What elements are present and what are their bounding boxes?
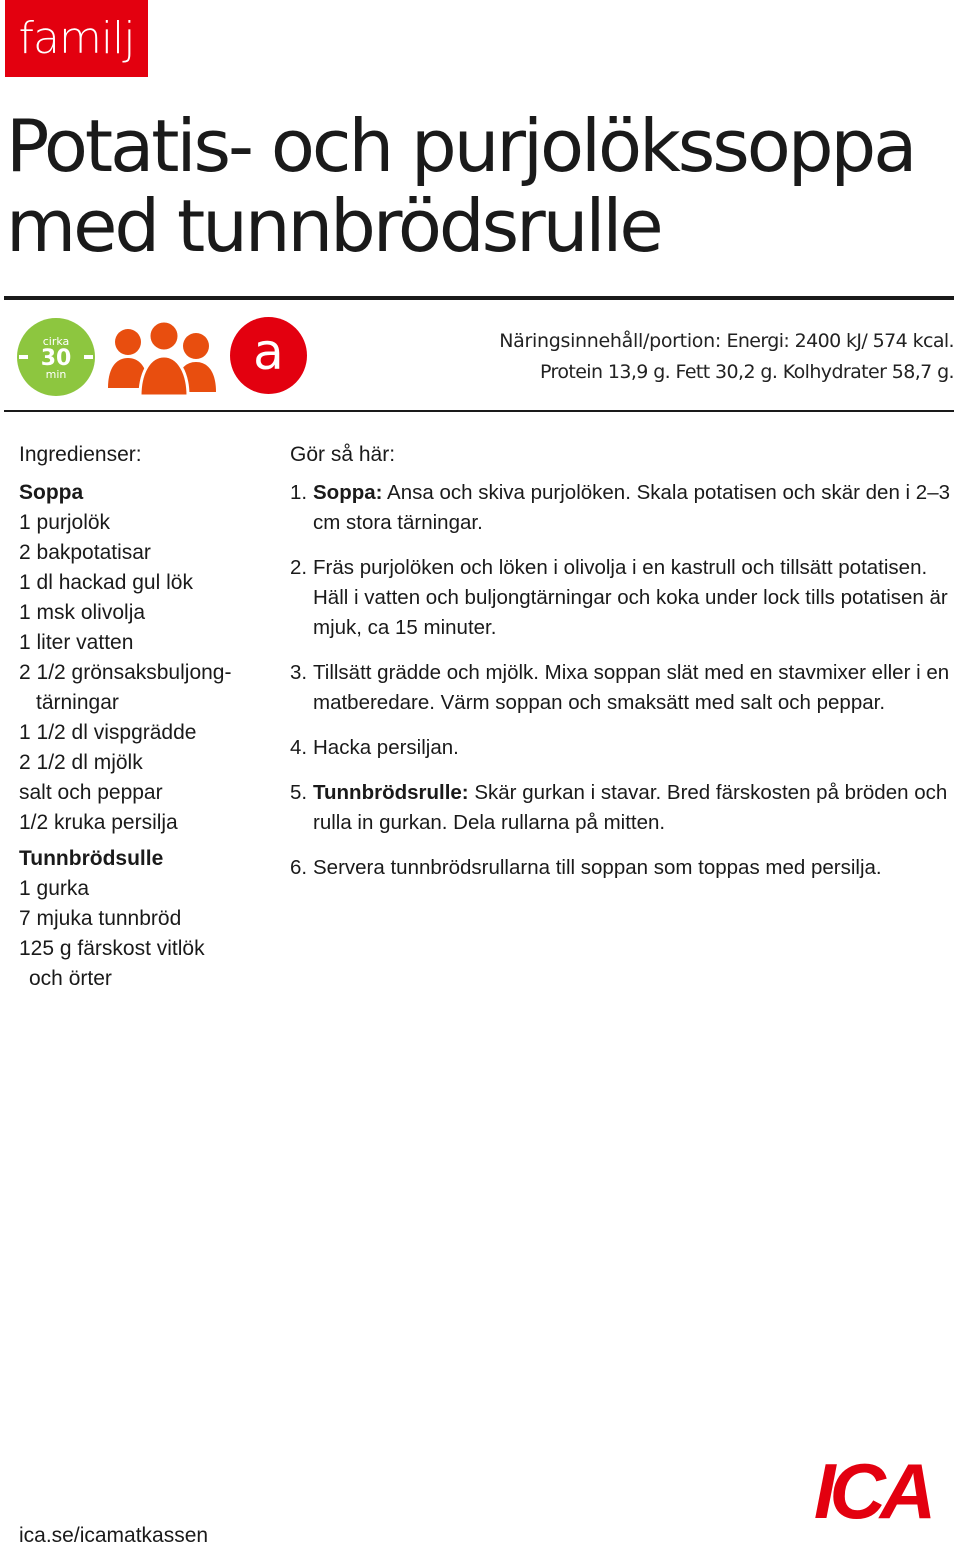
clock-time-icon: [17, 318, 95, 396]
method-step: [290, 778, 950, 838]
step-text: Hacka persiljan.: [313, 736, 459, 759]
step-number: 3.: [290, 661, 308, 684]
title-line-2: med tunnbrödsrulle: [6, 184, 661, 268]
ingredient-item: 1 liter vatten: [19, 631, 134, 654]
ingredient-item: 2 bakpotatisar: [19, 541, 151, 564]
title-line-1: Potatis- och purjolökssoppa: [6, 104, 915, 188]
step-text: Servera tunnbrödsrullarna till soppan som toppas med persilja.: [313, 856, 882, 879]
method-column: [290, 440, 950, 898]
step-number: 5.: [290, 781, 308, 804]
method-heading: Gör så här:: [290, 443, 396, 466]
method-step: [290, 658, 950, 718]
step-text: Skär gurkan i stavar. Bred färskosten på bröden och rulla in gurkan. Dela rullarna på mitten.: [313, 781, 948, 834]
recipe-title: [6, 106, 946, 266]
ingredients-heading: Ingredienser:: [19, 443, 142, 466]
step-text: Tillsätt grädde och mjölk. Mixa soppan slät med en stavmixer eller i en matberedare. Värm soppan och smaksätt med salt och peppar.: [313, 661, 950, 714]
step-number: 6.: [290, 856, 308, 879]
difficulty-level-badge: a: [230, 317, 307, 394]
ingredient-item: 1/2 kruka persilja: [19, 811, 178, 834]
time-top-label: cirka: [42, 335, 70, 348]
ingredient-item: salt och peppar: [19, 781, 163, 804]
method-step: [290, 853, 950, 883]
step-text: Ansa och skiva purjolöken. Skala potatisen och skär den i 2–3 cm stora tärningar.: [313, 481, 950, 534]
nutrition-info: [454, 326, 954, 388]
step-bold-label: Tunnbrödsrulle:: [313, 781, 469, 804]
ingredient-section-tunnbrod: Tunnbrödsulle: [19, 847, 164, 870]
step-number: 2.: [290, 556, 308, 579]
ingredient-list-tunnbrod: [19, 874, 279, 994]
ingredient-item: 125 g färskost vitlök och örter: [19, 937, 205, 990]
time-value: 30: [40, 346, 72, 371]
category-tag: familj: [5, 0, 148, 77]
step-text: Fräs purjolöken och löken i olivolja i en kastrull och tillsätt potatisen. Häll i vatten och buljongtärningar och koka under lock tills potatisen är mjuk, ca 15 minuter.: [313, 556, 948, 639]
method-step: [290, 553, 950, 643]
ingredient-item: 2 1/2 grönsaksbuljong-tärningar: [19, 661, 232, 714]
step-bold-label: Soppa:: [313, 481, 383, 504]
people-icon: [106, 316, 224, 396]
footer-url: ica.se/icamatkassen: [19, 1524, 209, 1547]
nutrition-label: Näringsinnehåll/portion:: [499, 330, 721, 352]
section-divider: [4, 410, 954, 412]
ingredient-list-soppa: [19, 508, 279, 838]
nutrition-line-1: [454, 326, 954, 357]
logo-text: ICA: [813, 1458, 931, 1522]
ingredients-column: [19, 440, 279, 994]
ingredient-item: 1 dl hackad gul lök: [19, 571, 193, 594]
ingredient-item: 1 1/2 dl vispgrädde: [19, 721, 197, 744]
step-number: 1.: [290, 481, 308, 504]
ingredient-section-soppa: Soppa: [19, 481, 84, 504]
method-steps: [290, 478, 950, 883]
nutrition-line-2: Protein 13,9 g. Fett 30,2 g. Kolhydrater 58,7 g.: [540, 361, 954, 383]
top-divider: [4, 296, 954, 300]
time-unit: min: [45, 368, 67, 381]
ingredient-item: 1 gurka: [19, 877, 90, 900]
ica-logo: [788, 1458, 956, 1522]
method-step: [290, 733, 950, 763]
ingredient-item: 1 msk olivolja: [19, 601, 146, 624]
ingredient-item: 7 mjuka tunnbröd: [19, 907, 182, 930]
ingredient-item: 2 1/2 dl mjölk: [19, 751, 143, 774]
ingredient-item: 1 purjolök: [19, 511, 111, 534]
nutrition-energy: Energi: 2400 kJ/ 574 kcal.: [726, 330, 954, 352]
method-step: [290, 478, 950, 538]
step-number: 4.: [290, 736, 308, 759]
